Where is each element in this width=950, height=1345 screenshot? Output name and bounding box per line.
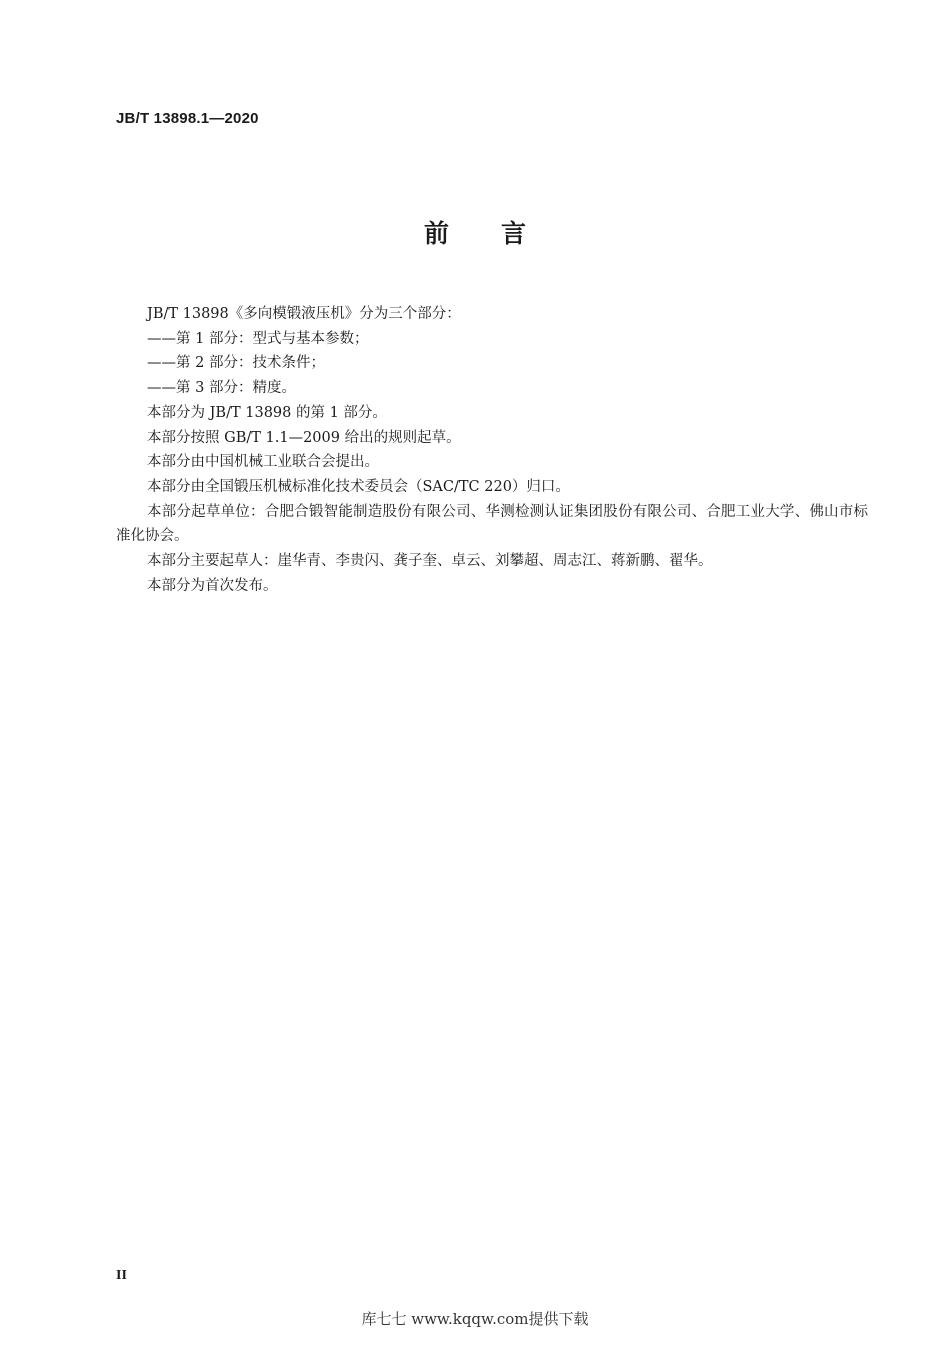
title-char-1: 前	[423, 219, 449, 248]
standard-code: JB/T 13898.1—2020	[116, 110, 259, 127]
paragraph-part-3: ——第 3 部分：精度。	[147, 380, 296, 397]
page-title	[0, 214, 950, 250]
paragraph-parts-intro: JB/T 13898《多向模锻液压机》分为三个部分：	[147, 306, 461, 322]
paragraph-part-1: ——第 1 部分：型式与基本参数；	[147, 330, 369, 347]
paragraph-first-release: 本部分为首次发布。	[147, 577, 278, 594]
paragraph-drafting-rules: 本部分按照 GB/T 1.1—2009 给出的规则起草。	[147, 429, 461, 446]
foreword-body	[116, 302, 868, 598]
page-number: II	[116, 1268, 127, 1283]
paragraph-proposed-by: 本部分由中国机械工业联合会提出。	[147, 454, 379, 471]
paragraph-part-2: ——第 2 部分：技术条件；	[147, 355, 325, 372]
paragraph-drafting-units: 本部分起草单位：合肥合锻智能制造股份有限公司、华测检测认证集团股份有限公司、合肥工业大学、佛山市标准化协会。	[116, 503, 868, 545]
paragraph-this-part: 本部分为 JB/T 13898 的第 1 部分。	[147, 404, 387, 421]
paragraph-drafters: 本部分主要起草人：崖华青、李贵闪、龚子奎、卓云、刘攀超、周志江、蒋新鹏、翟华。	[147, 553, 713, 570]
download-footer: 库七七 www.kqqw.com提供下载	[361, 1310, 589, 1328]
paragraph-centralized-by: 本部分由全国锻压机械标准化技术委员会（SAC/TC 220）归口。	[147, 478, 570, 495]
title-char-2: 言	[501, 219, 527, 248]
